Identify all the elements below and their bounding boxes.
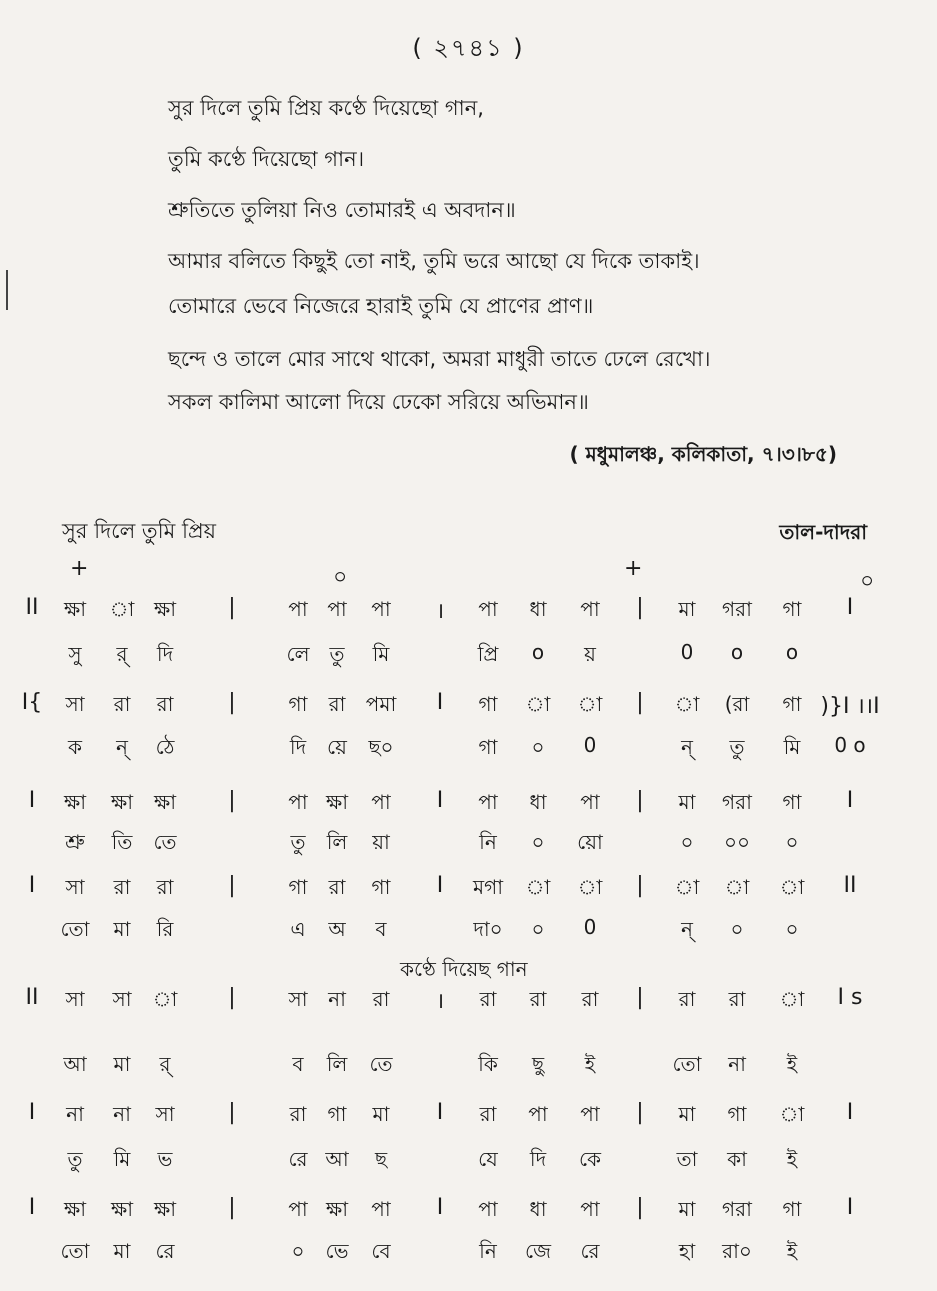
swara-note: গা xyxy=(288,692,308,716)
bar-line: | xyxy=(228,690,236,715)
lyric-syllable: ই xyxy=(786,1239,798,1263)
bar-line: | xyxy=(636,873,644,898)
lyric-syllable: ছু xyxy=(531,1052,545,1076)
lyric-syllable: 0 xyxy=(680,640,694,664)
swara-note: ধা xyxy=(529,790,547,814)
swara-note: ক্ষা xyxy=(63,597,87,621)
lyric-syllable: ০ xyxy=(531,830,545,854)
swara-row xyxy=(0,788,937,822)
lyric-syllable: ঠে xyxy=(155,735,175,759)
swara-note: সা xyxy=(65,875,85,899)
lyric-syllable: তু xyxy=(290,830,306,854)
swara-note: গা xyxy=(288,875,308,899)
lyric-line: সুর দিলে তুমি প্রিয় কণ্ঠে দিয়েছো গান, xyxy=(168,96,484,120)
lyric-syllable: কে xyxy=(578,1147,602,1171)
lyric-syllable: তো xyxy=(60,1239,90,1263)
swara-note: ক্ষা xyxy=(63,790,87,814)
swara-note: মা xyxy=(678,790,696,814)
swara-note: া xyxy=(525,692,551,716)
swara-note: সা xyxy=(288,987,308,1011)
lyric-syllable: শ্রু xyxy=(65,830,85,854)
lyric-syllable: তো xyxy=(672,1052,702,1076)
lyric-syllable: মি xyxy=(372,642,390,666)
swara-note: ক্ষা xyxy=(325,1197,349,1221)
lyric-syllable: দি xyxy=(289,735,307,759)
beat-marker: ০ xyxy=(333,565,348,590)
swara-note: পা xyxy=(288,597,308,621)
taal-label: তাল-দাদরা xyxy=(779,520,867,544)
notation-subheading: কণ্ঠে দিয়েছ গান xyxy=(400,957,528,981)
swara-row xyxy=(0,1100,937,1134)
swara-row xyxy=(0,873,937,907)
swara-note: ক্ষা xyxy=(63,1197,87,1221)
lyric-syllable: আ xyxy=(63,1052,87,1076)
swara-note: না xyxy=(66,1102,84,1126)
lyric-syllable: ভে xyxy=(325,1239,349,1263)
swara-note: ক্ষা xyxy=(153,790,177,814)
swara-row xyxy=(0,985,937,1019)
swara-note: পা xyxy=(327,597,347,621)
lyric-syllable-row xyxy=(0,733,937,767)
bar-line: | xyxy=(636,1100,644,1125)
lyric-syllable: ন্ xyxy=(116,735,128,759)
lyric-syllable-row xyxy=(0,640,937,674)
swara-note: া xyxy=(525,875,551,899)
lyric-syllable: মা xyxy=(113,1052,131,1076)
bar-line: I xyxy=(436,873,444,898)
notation-title: সুর দিলে তুমি প্রিয় xyxy=(62,519,217,543)
swara-note: সা xyxy=(155,1102,175,1126)
swara-note: া xyxy=(779,1102,805,1126)
lyric-syllable-row xyxy=(0,1145,937,1179)
bar-line: I xyxy=(846,1195,854,1220)
lyric-syllable-row xyxy=(0,1050,937,1084)
swara-note: পা xyxy=(288,1197,308,1221)
swara-note: ক্ষা xyxy=(110,790,134,814)
bar-line: )}I ।।I xyxy=(820,694,880,719)
lyric-syllable: 0 xyxy=(583,915,597,939)
lyric-syllable: ছ০ xyxy=(368,735,394,759)
lyric-syllable: ই xyxy=(584,1052,596,1076)
lyric-syllable: জে xyxy=(524,1239,552,1263)
bar-line: I xyxy=(846,788,854,813)
bar-line: । xyxy=(435,989,445,1014)
swara-note: গা xyxy=(327,1102,347,1126)
swara-row xyxy=(0,690,937,724)
bar-line: | xyxy=(636,1195,644,1220)
lyric-line: সকল কালিমা আলো দিয়ে ঢেকো সরিয়ে অভিমান॥ xyxy=(168,390,589,414)
lyric-syllable: ছ xyxy=(374,1147,388,1171)
lyric-syllable: গা xyxy=(478,735,498,759)
lyric-syllable: য়া xyxy=(372,830,390,854)
lyric-syllable: অ xyxy=(328,917,346,941)
lyric-syllable: যে xyxy=(478,1147,498,1171)
swara-note: গা xyxy=(782,790,802,814)
lyric-syllable: য়ো xyxy=(577,830,603,854)
bar-line: | xyxy=(636,690,644,715)
lyric-syllable: o xyxy=(531,640,545,664)
swara-note: রা xyxy=(289,1102,307,1126)
swara-note: া xyxy=(577,692,603,716)
lyric-syllable: রে xyxy=(155,1239,175,1263)
lyric-syllable: র্ xyxy=(116,642,128,666)
lyric-syllable: ব xyxy=(375,917,387,941)
swara-note: রা xyxy=(113,692,131,716)
row-start-bar: I xyxy=(28,1195,36,1220)
swara-note: পমা xyxy=(365,692,397,716)
lyric-syllable: দা০ xyxy=(473,917,503,941)
swara-note: পা xyxy=(580,1102,600,1126)
lyric-syllable: রে xyxy=(580,1239,600,1263)
swara-note: মা xyxy=(678,1102,696,1126)
lyric-line: তোমারে ভেবে নিজেরে হারাই তুমি যে প্রাণের প্রাণ॥ xyxy=(168,294,594,318)
lyric-line: আমার বলিতে কিছুই তো নাই, তুমি ভরে আছো যে দিকে তাকাই। xyxy=(168,249,700,273)
swara-note: ধা xyxy=(529,1197,547,1221)
lyric-syllable: লি xyxy=(326,830,348,854)
lyric-line: তুমি কণ্ঠে দিয়েছো গান। xyxy=(168,147,365,171)
lyric-syllable: প্রি xyxy=(477,642,499,666)
lyric-syllable-row xyxy=(0,915,937,949)
swara-note: রা xyxy=(678,987,696,1011)
beat-marker: + xyxy=(624,556,643,581)
swara-note: রা xyxy=(479,987,497,1011)
swara-note: মা xyxy=(678,597,696,621)
swara-note: া xyxy=(779,987,805,1011)
lyric-syllable: ক xyxy=(68,735,82,759)
lyric-syllable: ভ xyxy=(157,1147,173,1171)
bar-line: II xyxy=(843,873,857,898)
lyric-syllable: হা xyxy=(678,1239,696,1263)
lyric-syllable: মি xyxy=(783,735,801,759)
bar-line: | xyxy=(228,788,236,813)
lyric-syllable: য়ে xyxy=(327,735,347,759)
swara-note: পা xyxy=(371,1197,391,1221)
swara-note: রা xyxy=(328,692,346,716)
swara-note: পা xyxy=(580,597,600,621)
swara-note: া xyxy=(779,875,805,899)
swara-note: পা xyxy=(288,790,308,814)
lyric-syllable: রি xyxy=(156,917,174,941)
lyric-syllable: বে xyxy=(371,1239,391,1263)
lyric-syllable: 0 o xyxy=(834,733,866,757)
lyric-syllable-row xyxy=(0,1237,937,1271)
swara-note: পা xyxy=(478,1197,498,1221)
swara-note: গা xyxy=(782,597,802,621)
bar-line: । xyxy=(435,599,445,624)
swara-note: া xyxy=(674,875,700,899)
bar-line: | xyxy=(228,595,236,620)
swara-note: ক্ষা xyxy=(110,1197,134,1221)
lyric-syllable-row xyxy=(0,828,937,862)
swara-note: রা xyxy=(581,987,599,1011)
beat-marker: + xyxy=(70,556,89,581)
bar-line: | xyxy=(228,1100,236,1125)
lyric-syllable: সু xyxy=(68,642,82,666)
lyric-syllable: o xyxy=(730,640,744,664)
swara-note: পা xyxy=(371,597,391,621)
lyric-syllable: ০ xyxy=(785,917,799,941)
bar-line: I s xyxy=(837,985,863,1010)
bar-line: I xyxy=(436,1195,444,1220)
swara-note: সা xyxy=(112,987,132,1011)
lyric-syllable: দি xyxy=(156,642,174,666)
swara-note: না xyxy=(113,1102,131,1126)
lyric-syllable: o xyxy=(785,640,799,664)
lyric-line: শ্রুতিতে তুলিয়া নিও তোমারই এ অবদান॥ xyxy=(168,198,516,222)
bar-line: | xyxy=(228,873,236,898)
swara-note: পা xyxy=(371,790,391,814)
swara-note: পা xyxy=(528,1102,548,1126)
swara-note: রা xyxy=(479,1102,497,1126)
swara-note: সা xyxy=(65,987,85,1011)
bar-line: I xyxy=(846,595,854,620)
lyric-syllable: ০ xyxy=(291,1239,305,1263)
row-start-bar: I xyxy=(28,788,36,813)
swara-note: মা xyxy=(372,1102,390,1126)
lyric-syllable: তু xyxy=(329,642,345,666)
swara-row xyxy=(0,1195,937,1229)
swara-note: া xyxy=(724,875,750,899)
swara-note: গা xyxy=(727,1102,747,1126)
swara-note: া xyxy=(152,987,178,1011)
lyric-syllable: মা xyxy=(113,1239,131,1263)
lyric-syllable: ন্ xyxy=(681,917,693,941)
lyric-syllable: ব xyxy=(292,1052,304,1076)
swara-note: রা xyxy=(156,875,174,899)
swara-note: গা xyxy=(782,1197,802,1221)
swara-note: রা xyxy=(372,987,390,1011)
swara-note: সা xyxy=(65,692,85,716)
swara-note: গা xyxy=(782,692,802,716)
lyric-syllable: ই xyxy=(786,1147,798,1171)
attribution: ( মধুমালঞ্চ, কলিকাতা, ৭।৩।৮৫) xyxy=(569,442,837,466)
swara-note: ক্ষা xyxy=(153,597,177,621)
swara-note: ধা xyxy=(529,597,547,621)
swara-note: পা xyxy=(580,1197,600,1221)
bar-line: | xyxy=(228,1195,236,1220)
bar-line: I xyxy=(436,788,444,813)
swara-row xyxy=(0,595,937,629)
lyric-syllable: লে xyxy=(286,642,310,666)
swara-note: ক্ষা xyxy=(153,1197,177,1221)
lyric-syllable: এ xyxy=(290,917,306,941)
swara-note: পা xyxy=(478,790,498,814)
page-edge-mark xyxy=(6,270,8,310)
lyric-syllable: দি xyxy=(529,1147,547,1171)
lyric-syllable: ন্ xyxy=(681,735,693,759)
swara-note: গরা xyxy=(722,790,752,814)
lyric-syllable: লি xyxy=(326,1052,348,1076)
lyric-syllable: তু xyxy=(729,735,745,759)
swara-note: না xyxy=(328,987,346,1011)
bar-line: | xyxy=(636,985,644,1010)
lyric-syllable: মি xyxy=(113,1147,131,1171)
swara-note: া xyxy=(577,875,603,899)
bar-line: I xyxy=(436,690,444,715)
lyric-syllable: মা xyxy=(113,917,131,941)
bar-line: | xyxy=(228,985,236,1010)
swara-note: (রা xyxy=(724,692,750,716)
page-number: ( ২৭৪১ ) xyxy=(412,34,525,62)
swara-note: রা xyxy=(529,987,547,1011)
row-start-bar: I xyxy=(28,873,36,898)
lyric-syllable: না xyxy=(728,1052,746,1076)
swara-note: রা xyxy=(156,692,174,716)
bar-line: | xyxy=(636,788,644,813)
lyric-line: ছন্দে ও তালে মোর সাথে থাকো, অমরা মাধুরী তাতে ঢেলে রেখো। xyxy=(168,347,711,371)
lyric-syllable: কা xyxy=(727,1147,747,1171)
lyric-syllable: তে xyxy=(153,830,177,854)
row-start-bar: II xyxy=(25,985,39,1010)
bar-line: I xyxy=(436,1100,444,1125)
swara-note: মা xyxy=(678,1197,696,1221)
lyric-syllable: 0 xyxy=(583,733,597,757)
row-start-bar: I{ xyxy=(21,690,43,715)
swara-note: া xyxy=(674,692,700,716)
lyric-syllable: র্ xyxy=(159,1052,171,1076)
swara-note: ক্ষা xyxy=(325,790,349,814)
lyric-syllable: তো xyxy=(60,917,90,941)
lyric-syllable: তে xyxy=(369,1052,393,1076)
lyric-syllable: ০০ xyxy=(723,830,751,854)
swara-note: গরা xyxy=(722,597,752,621)
swara-note: গরা xyxy=(722,1197,752,1221)
swara-note: রা xyxy=(728,987,746,1011)
lyric-syllable: তি xyxy=(111,830,133,854)
swara-note: পা xyxy=(478,597,498,621)
lyric-syllable: তা xyxy=(676,1147,698,1171)
lyric-syllable: কি xyxy=(478,1052,498,1076)
lyric-syllable: তু xyxy=(67,1147,83,1171)
row-start-bar: II xyxy=(25,595,39,620)
swara-note: পা xyxy=(580,790,600,814)
swara-note: গা xyxy=(478,692,498,716)
row-start-bar: I xyxy=(28,1100,36,1125)
swara-note: মগা xyxy=(472,875,504,899)
bar-line: I xyxy=(846,1100,854,1125)
swara-note: গা xyxy=(371,875,391,899)
lyric-syllable: রা০ xyxy=(722,1239,752,1263)
lyric-syllable: ০ xyxy=(531,917,545,941)
lyric-syllable: আ xyxy=(325,1147,349,1171)
swara-note: া xyxy=(109,597,135,621)
bar-line: | xyxy=(636,595,644,620)
lyric-syllable: নি xyxy=(479,830,497,854)
swara-note: রা xyxy=(113,875,131,899)
beat-marker: ০ xyxy=(860,569,875,594)
lyric-syllable: ০ xyxy=(680,830,694,854)
lyric-syllable: ই xyxy=(786,1052,798,1076)
lyric-syllable: য় xyxy=(584,642,596,666)
lyric-syllable: ০ xyxy=(785,830,799,854)
lyric-syllable: রে xyxy=(288,1147,308,1171)
lyric-syllable: ০ xyxy=(730,917,744,941)
lyric-syllable: নি xyxy=(479,1239,497,1263)
lyric-syllable: ০ xyxy=(531,735,545,759)
swara-note: রা xyxy=(328,875,346,899)
